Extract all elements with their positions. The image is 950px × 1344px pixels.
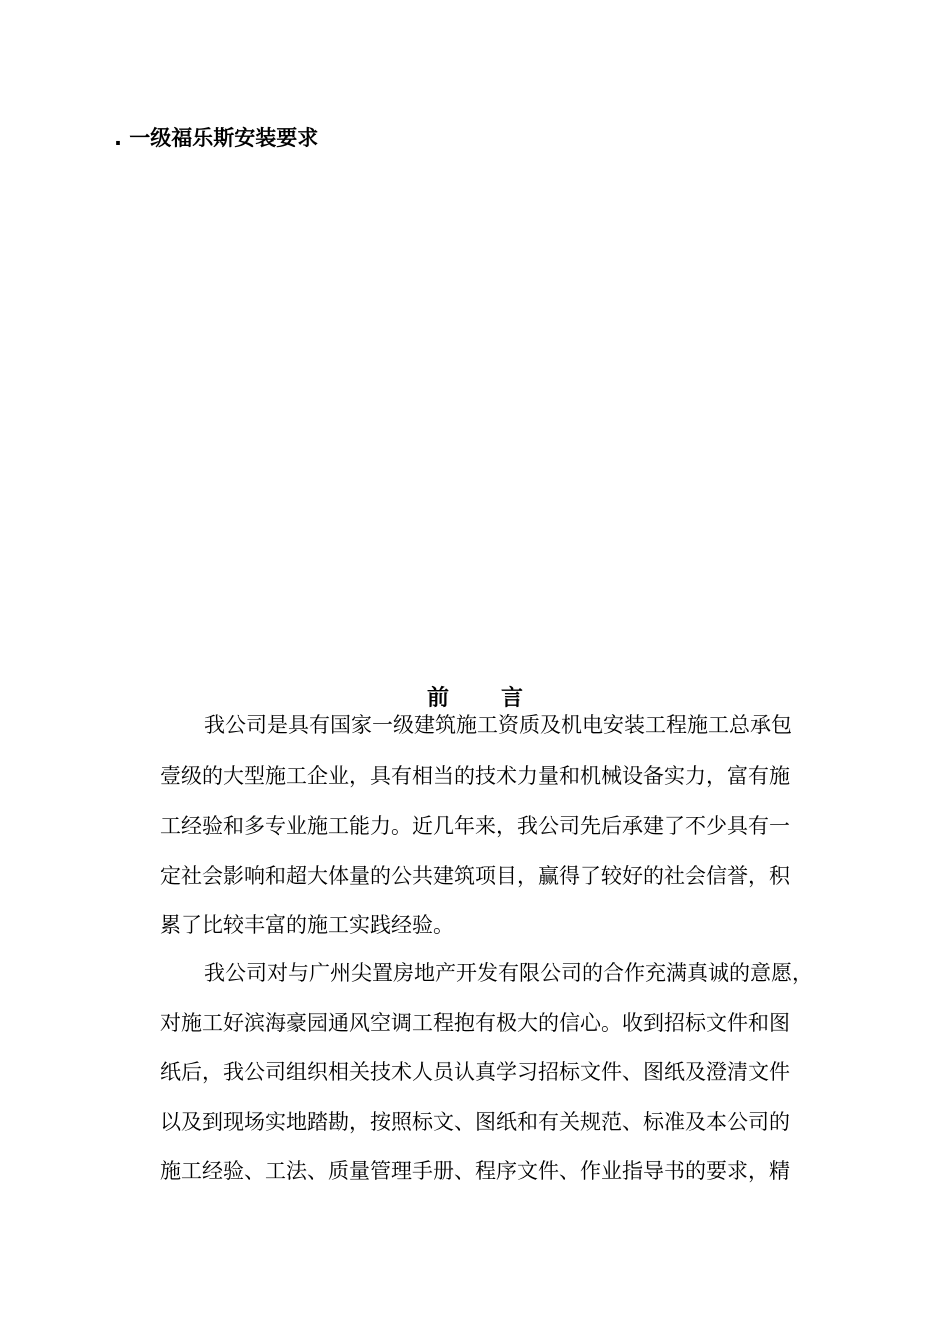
paragraph-line: 累了比较丰富的施工实践经验。 — [160, 913, 454, 937]
preface-heading-left: 前 — [426, 686, 449, 711]
paragraph-line: 定社会影响和超大体量的公共建筑项目，赢得了较好的社会信誉，积 — [160, 864, 790, 888]
paragraph-line: 壹级的大型施工企业，具有相当的技术力量和机械设备实力，富有施 — [160, 764, 790, 788]
paragraph-line: 纸后，我公司组织相关技术人员认真学习招标文件、图纸及澄清文件 — [160, 1060, 790, 1084]
paragraph-line: 我公司对与广州尖置房地产开发有限公司的合作充满真诚的意愿， — [204, 961, 813, 985]
paragraph-line: 我公司是具有国家一级建筑施工资质及机电安装工程施工总承包 — [204, 713, 792, 737]
paragraph-line: 工经验和多专业施工能力。近几年来，我公司先后承建了不少具有一 — [160, 814, 790, 838]
document-title: . 一级福乐斯安装要求 — [114, 126, 319, 150]
paragraph-line: 施工经验、工法、质量管理手册、程序文件、作业指导书的要求，精 — [160, 1159, 790, 1183]
paragraph-line: 以及到现场实地踏勘，按照标文、图纸和有关规范、标准及本公司的 — [160, 1110, 790, 1134]
preface-heading-right: 言 — [501, 686, 524, 711]
paragraph-line: 对施工好滨海豪园通风空调工程抱有极大的信心。收到招标文件和图 — [160, 1011, 790, 1035]
